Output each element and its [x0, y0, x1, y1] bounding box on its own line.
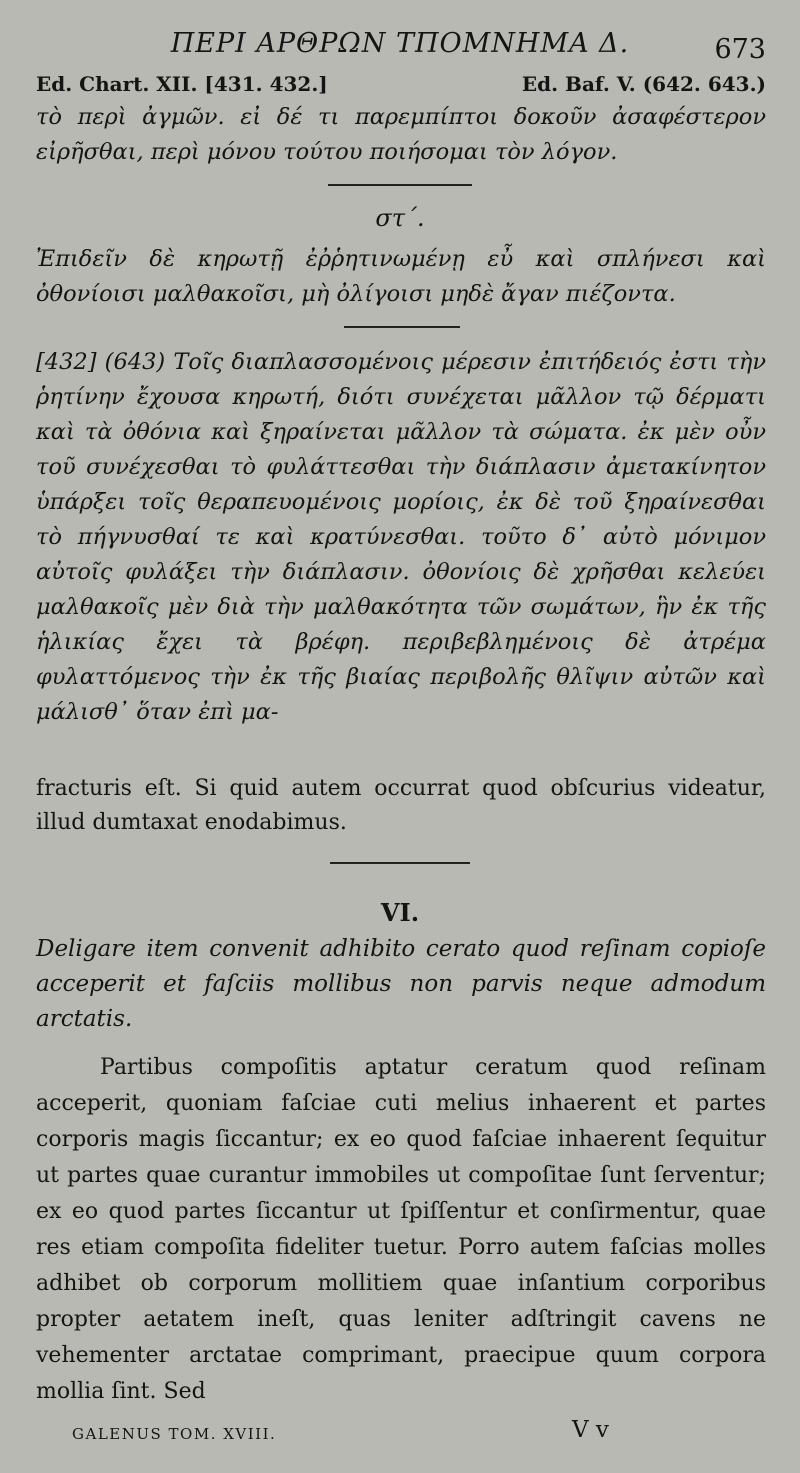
latin-lemma: Deligare item convenit adhibito cerato quod reſinam copioſe acceperit et faſciis mollibus non parvis neque admodum arctatis.	[36, 936, 766, 1032]
latin-commentary: Partibus compoſitis aptatur ceratum quod reſinam acceperit, quoniam faſciae cuti melius inhaerent et partes corporis magis ſiccantur; ex eo quod faſciae inhaerent ſequitur ut partes quae curantur immobiles ut compoſitae ſunt ſerventur; ex eo quod partes ſiccantur ut ſpiſſentur et conſirmentur, quae res etiam compoſita fideliter tuetur. Porro autem faſcias molles adhibet ob corporum mollitiem quae inſantium corporibus propter aetatem ineſt, quas leniter adſtringit cavens ne vehementer arctatae comprimant, praecipue quum corpora mollia ſint. Sed	[36, 1055, 766, 1404]
footer-signature: GALENUS TOM. XVIII.	[72, 1425, 277, 1443]
greek-intro-paragraph: τὸ περὶ ἀγμῶν. εἰ δέ τι παρεμπίπτοι δοκοῦν ἀσαφέστερον εἰρῆσθαι, περὶ μόνου τούτου ποιήσομαι τὸν λόγον.	[36, 104, 766, 165]
footer-signature-mark: V v	[572, 1417, 609, 1443]
edition-references	[36, 72, 766, 96]
section-divider	[330, 862, 470, 864]
latin-section-number: VI.	[380, 898, 420, 927]
page-number: 673	[714, 34, 766, 65]
greek-section-number: στ΄.	[375, 204, 425, 232]
section-divider	[344, 326, 460, 328]
edition-basel-reference: Ed. Baf. V. (642. 643.)	[521, 72, 766, 96]
edition-chart-reference: Ed. Chart. XII. [431. 432.]	[36, 72, 328, 96]
section-divider	[328, 184, 472, 186]
running-title: ΠΕΡΙ ΑΡΘΡΩΝ ΤΠΟΜΝΗΜΑ Δ.	[170, 28, 630, 59]
greek-commentary: [432] (643) Τοῖς διαπλασσομένοις μέρεσιν ἐπιτήδειός ἐστι τὴν ῥητίνην ἔχουσα κηρωτή, διότι συνέχεται μᾶλλον τῷ δέρματι καὶ τὰ ὀθόνια καὶ ξηραίνεται μᾶλλον τὰ σώματα. ἐκ μὲν οὖν τοῦ συνέχεσθαι τὸ φυλάττεσθαι τὴν διάπλασιν ἀμετακίνητον ὑπάρξει τοῖς θεραπευομένοις μορίοις, ἐκ δὲ τοῦ ξηραίνεσθαι τὸ πήγνυσθαί τε καὶ κρατύνεσθαι. τοῦτο δ᾽ αὐτὸ μόνιμον αὐτοῖς φυλάξει τὴν διάπλασιν. ὀθονίοις δὲ χρῆσθαι κελεύει μαλθακοῖς μὲν διὰ τὴν μαλθακότητα τῶν σωμάτων, ἣν ἐκ τῆς ἡλικίας ἔχει τὰ βρέφη. περιβεβλημένοις δὲ ἀτρέμα φυλαττόμενος τὴν ἐκ τῆς βιαίας περιβολῆς θλῖψιν αὐτῶν καὶ μάλισθ᾽ ὅταν ἐπὶ μα-	[36, 349, 766, 725]
latin-intro-paragraph: fracturis eſt. Si quid autem occurrat quod obſcurius videatur, illud dumtaxat enodabimus.	[36, 776, 766, 835]
greek-lemma: Ἐπιδεῖν δὲ κηρωτῇ ἐῤῥητινωμένῃ εὖ καὶ σπλήνεσι καὶ ὀθονίοισι μαλθακοῖσι, μὴ ὀλίγοισι μηδὲ ἄγαν πιέζοντα.	[36, 246, 766, 307]
